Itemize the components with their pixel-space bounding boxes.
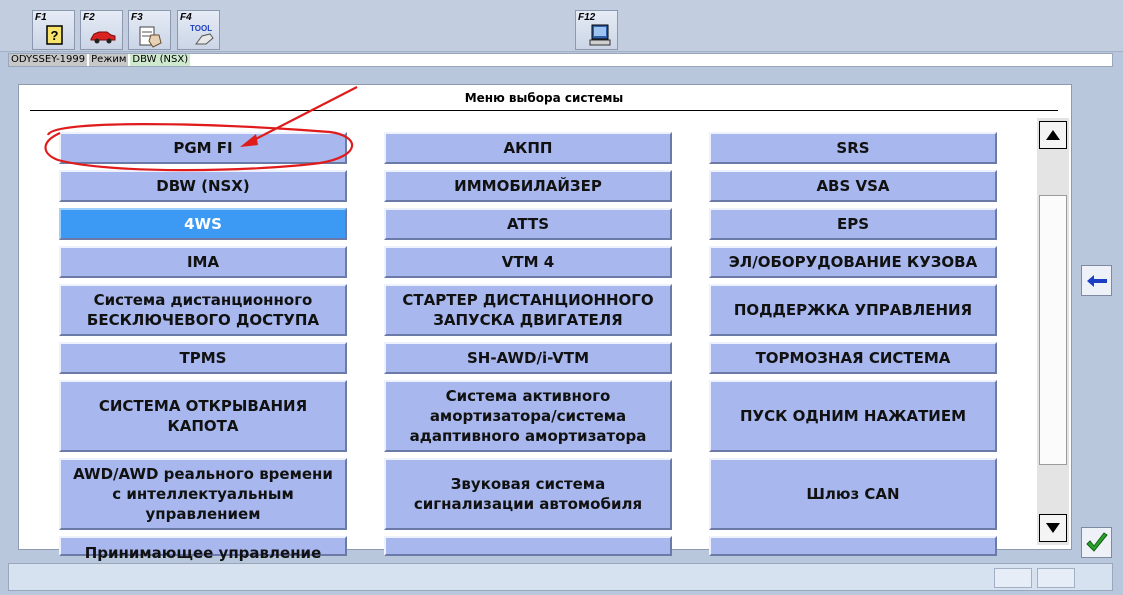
system-button-c1-r9[interactable]: Принимающее управление [59,536,347,556]
system-select-panel [18,84,1072,562]
scroll-down-icon [1045,522,1061,534]
system-button-c2-r1[interactable]: АКПП [384,132,672,164]
vehicle-status-line [8,53,1113,67]
scroll-up-icon [1045,129,1061,141]
system-button-c2-r9[interactable] [384,536,672,556]
system-button-c2-r3[interactable]: ATTS [384,208,672,240]
scrollbar-thumb[interactable] [1039,195,1067,465]
print-screen-icon [588,23,614,47]
system-button-c2-r4[interactable]: VTM 4 [384,246,672,278]
system-button-c3-r5[interactable]: ПОДДЕРЖКА УПРАВЛЕНИЯ [709,284,997,336]
f2-vehicle-button[interactable]: F2 [80,10,123,50]
vertical-scrollbar[interactable] [1037,118,1069,545]
help-icon [43,23,65,47]
status-cell-2 [1037,568,1075,588]
system-button-c3-r3[interactable]: EPS [709,208,997,240]
status-cell-1 [994,568,1032,588]
scroll-up-button[interactable] [1039,121,1067,149]
vehicle-model: ODYSSEY-1999 [11,54,86,65]
system-button-c3-r2[interactable]: ABS VSA [709,170,997,202]
system-button-c1-r8[interactable]: AWD/AWD реального времени с интеллектуальным управлением [59,458,347,530]
system-button-c1-r7[interactable]: СИСТЕМА ОТКРЫВАНИЯ КАПОТА [59,380,347,452]
scroll-down-button[interactable] [1039,514,1067,542]
title-divider [30,110,1058,111]
system-button-c2-r6[interactable]: SH-AWD/i-VTM [384,342,672,374]
f12-print-screen-button[interactable]: F12 [575,10,618,50]
system-button-c1-r5[interactable]: Система дистанционного БЕСКЛЮЧЕВОГО ДОСТУПА [59,284,347,336]
system-button-c3-r4[interactable]: ЭЛ/ОБОРУДОВАНИЕ КУЗОВА [709,246,997,278]
tool-icon [188,22,218,48]
system-button-c2-r8[interactable]: Звуковая система сигнализации автомобиля [384,458,672,530]
car-icon [89,26,117,46]
system-button-c2-r5[interactable]: СТАРТЕР ДИСТАНЦИОННОГО ЗАПУСКА ДВИГАТЕЛЯ [384,284,672,336]
system-button-c3-r6[interactable]: ТОРМОЗНАЯ СИСТЕМА [709,342,997,374]
system-button-c1-r1[interactable]: PGM FI [59,132,347,164]
svg-text:TOOL: TOOL [190,24,213,33]
system-select-icon [137,23,165,49]
back-arrow-icon [1086,274,1108,288]
svg-text:?: ? [50,28,59,43]
back-button[interactable] [1081,265,1112,296]
ok-button[interactable] [1081,527,1112,558]
panel-title: Меню выбора системы [464,91,624,105]
f4-tool-button[interactable]: F4 TOOL [177,10,220,50]
system-button-c3-r1[interactable]: SRS [709,132,997,164]
system-button-c2-r2[interactable]: ИММОБИЛАЙЗЕР [384,170,672,202]
system-button-c2-r7[interactable]: Система активного амортизатора/система адаптивного амортизатора [384,380,672,452]
system-button-c3-r7[interactable]: ПУСК ОДНИМ НАЖАТИЕМ [709,380,997,452]
toolbar [0,0,1123,52]
f3-system-select-button[interactable]: F3 [128,10,171,50]
system-button-c1-r6[interactable]: TPMS [59,342,347,374]
checkmark-icon [1085,532,1109,554]
mode-value: DBW (NSX) [132,54,189,65]
system-button-c1-r2[interactable]: DBW (NSX) [59,170,347,202]
system-button-c3-r8[interactable]: Шлюз CAN [709,458,997,530]
system-button-c3-r9[interactable] [709,536,997,556]
system-button-c1-r4[interactable]: IMA [59,246,347,278]
f1-help-button[interactable]: F1 ? [32,10,75,50]
mode-label: Режим [91,54,127,65]
system-button-c1-r3[interactable]: 4WS [59,208,347,240]
bottom-status-bar [8,563,1113,591]
